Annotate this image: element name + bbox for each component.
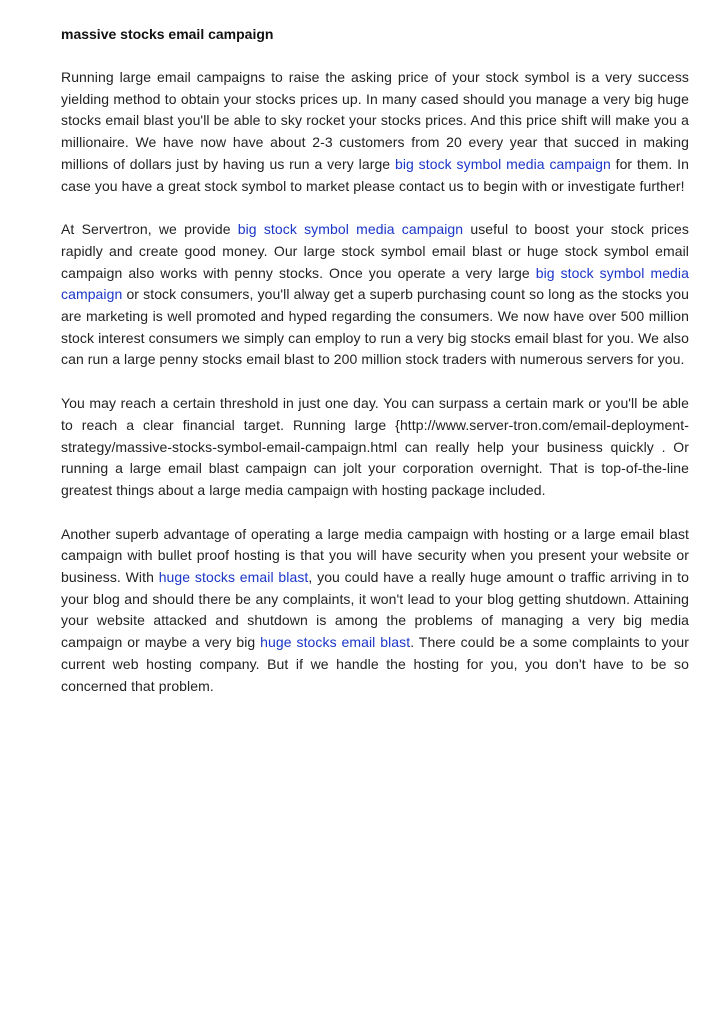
paragraph-4-text-3: . There could be a some complaints to your current web hosting company. But if we handle the hosting for you, you don't have to be so concerned that problem. <box>61 634 689 694</box>
big-stock-symbol-media-campaign-link[interactable]: big stock symbol media campaign <box>237 221 464 238</box>
huge-stocks-email-blast-link[interactable]: huge stocks email blast <box>158 569 309 586</box>
paragraph-4-text-1: Another superb advantage of operating a large media campaign with hosting or a large email blast campaign with bullet proof hosting is that you will have security when you present your website or business. With <box>61 525 689 586</box>
paragraph-2 <box>61 219 689 371</box>
paragraph-1-text-1: Running large email campaigns to raise the asking price of your stock symbol is a very success yielding method to obtain your stocks prices up. In many cased should you manage a very big huge stocks email blast you'll be able to sky rocket your stocks prices. And this price shift will make you a millionaire. We have now have about 2-3 customers from 20 every year that succed in making millions of dollars just by having us run a very large <box>61 69 689 172</box>
paragraph-2-text-1: At Servertron, we provide <box>61 221 238 238</box>
paragraph-1 <box>61 67 689 197</box>
paragraph-2-text-2: useful to boost your stock prices rapidly and create good money. Our large stock symbol email blast or huge stock symbol email campaign also works with penny stocks. Once you operate a very large <box>61 221 689 281</box>
document-title: massive stocks email campaign <box>61 26 274 42</box>
paragraph-3 <box>61 393 689 502</box>
huge-stocks-email-blast-link[interactable]: huge stocks email blast <box>260 634 411 651</box>
paragraph-1-text-2: for them. In case you have a great stock symbol to market please contact us to begin with or investigate further! <box>61 155 689 194</box>
paragraph-3-text-1: You may reach a certain threshold in just one day. You can surpass a certain mark or you'll be able to reach a clear financial target. Running large {http://www.server-tron.com/email-deployment-strategy/massive-stocks-symbol-email-campaign.html can really help your business quickly . Or running a large email blast campaign can jolt your corporation overnight. That is top-of-the-line greatest things about a large media campaign with hosting package included. <box>61 395 689 498</box>
big-stock-symbol-media-campaign-link[interactable]: big stock symbol media campaign <box>61 264 689 303</box>
big-stock-symbol-media-campaign-link[interactable]: big stock symbol media campaign <box>394 155 611 172</box>
document-page <box>61 24 689 719</box>
paragraph-4 <box>61 524 689 698</box>
paragraph-2-text-3: or stock consumers, you'll alway get a superb purchasing count so long as the stocks you are marketing is well promoted and hyped regarding the consumers. We now have over 500 million stock interest consumers we simply can employ to run a very big stocks email blast for you. We also can run a large penny stocks email blast to 200 million stock traders with numerous servers for you. <box>61 286 689 368</box>
paragraph-4-text-2: , you could have a really huge amount o traffic arriving in to your blog and should there be any complaints, it won't lead to your blog getting shutdown. Attaining your website attacked and shutdown is among the problems of managing a very big media campaign or maybe a very big <box>61 569 689 651</box>
